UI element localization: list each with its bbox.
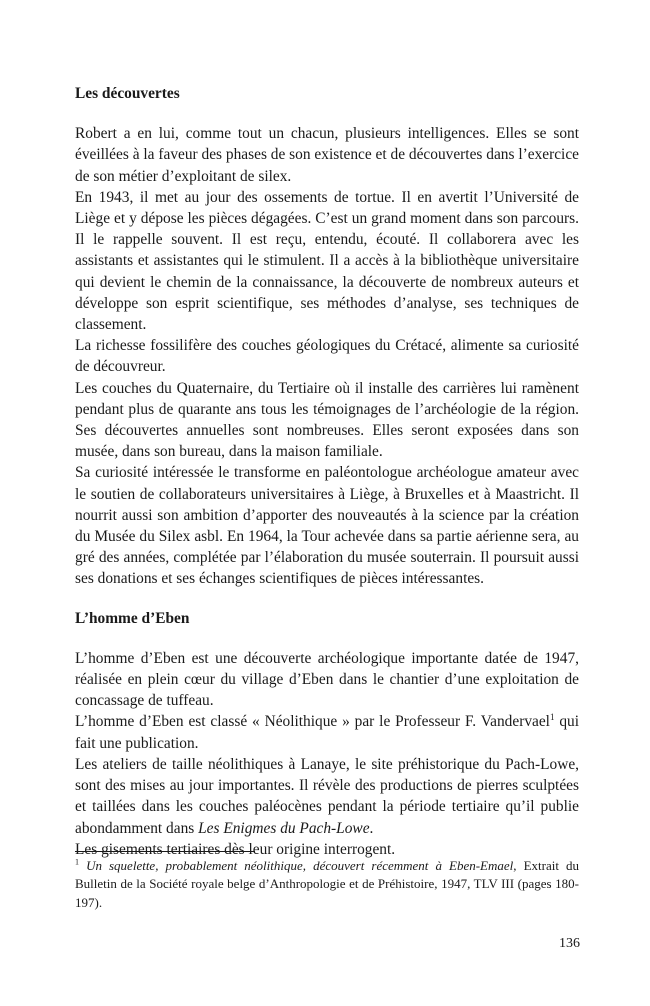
main-text: [75, 83, 579, 860]
paragraph: La richesse fossilifère des couches géologiques du Crétacé, alimente sa curiosité de découvreur.: [75, 337, 579, 376]
paragraph: [75, 711, 579, 753]
paragraph: L’homme d’Eben est une découverte archéologique importante datée de 1947, réalisée en plein cœur du village d’Eben dans le chantier d’une exploitation de concassage de tuffeau.: [75, 649, 579, 710]
paragraph-text: .: [369, 819, 374, 837]
heading-homme-eben: L’homme d’Eben: [75, 609, 190, 627]
paragraph-text: L’homme d’Eben est classé « Néolithique » par le Professeur F. Vandervael: [75, 713, 550, 731]
heading-decouvertes: Les découvertes: [75, 85, 180, 102]
footnote-text: , Extrait du Bulletin de la Société royale belge d’Anthropologie et de Préhistoire, 1947, TLV III (pages 180-197).: [75, 858, 579, 910]
paragraph: Sa curiosité intéressée le transforme en paléontologue archéologue amateur avec le soutien de collaborateurs universitaires à Liège, à Bruxelles et à Maastricht. Il nourrit aussi son ambition d’apporter des nouveautés à la science par la création du Musée du Silex asbl. En 1964, la Tour achevée dans sa partie aérienne sera, au gré des années, complétée par l’élaboration du musée souterrain. Il poursuit aussi ses donations et ses échanges scientifiques de pièces intéressantes.: [75, 464, 579, 588]
book-title: Les Enigmes du Pach-Lowe: [198, 819, 370, 837]
paragraph: Les gisements tertiaires dès leur origine interrogent.: [75, 840, 396, 858]
paragraph: Les couches du Quaternaire, du Tertiaire où il installe des carrières lui ramènent pendant plus de quarante ans tous les témoignages de l’archéologie de la région. Ses découvertes annuelles sont nombreuses. Elles seront exposées dans son musée, dans son bureau, dans la maison familiale.: [75, 379, 579, 461]
paragraph-text: Les ateliers de taille néolithiques à Lanaye, le site préhistorique du Pach-Lowe, sont des mises au jour importantes. Il révèle des productions de pierres sculptées et taillées dans les couches paléocènes pendant la période tertiaire qu’il publie abondamment dans: [75, 755, 579, 837]
paragraph: En 1943, il met au jour des ossements de tortue. Il en avertit l’Université de Liège et y dépose les pièces dégagées. C’est un grand moment dans son parcours. Il le rappelle souvent. Il est reçu, entendu, écouté. Il collaborera avec les assistants et assistantes qui le stimulent. Il a accès à la bibliothèque universitaire qui devient le chemin de la connaissance, la découverte de nombreux auteurs et développe son esprit scientifique, ses méthodes d’analyse, ses techniques de classement.: [75, 188, 579, 334]
paragraph: [75, 754, 579, 839]
page-number: 136: [559, 936, 580, 951]
paragraph-text: qui fait une publication.: [75, 713, 579, 752]
footnote-marker: 1: [75, 857, 79, 867]
footnote-divider: [75, 851, 255, 852]
footnote-reference: 1: [549, 712, 555, 723]
footnote: [75, 857, 579, 912]
footnote-title: Un squelette, probablement néolithique, découvert récemment à Eben-Emael: [86, 858, 514, 873]
paragraph: Robert a en lui, comme tout un chacun, plusieurs intelligences. Elles se sont éveillées à la faveur des phases de son existence et de découvertes dans l’exercice de son métier d’exploitant de silex.: [75, 125, 579, 185]
